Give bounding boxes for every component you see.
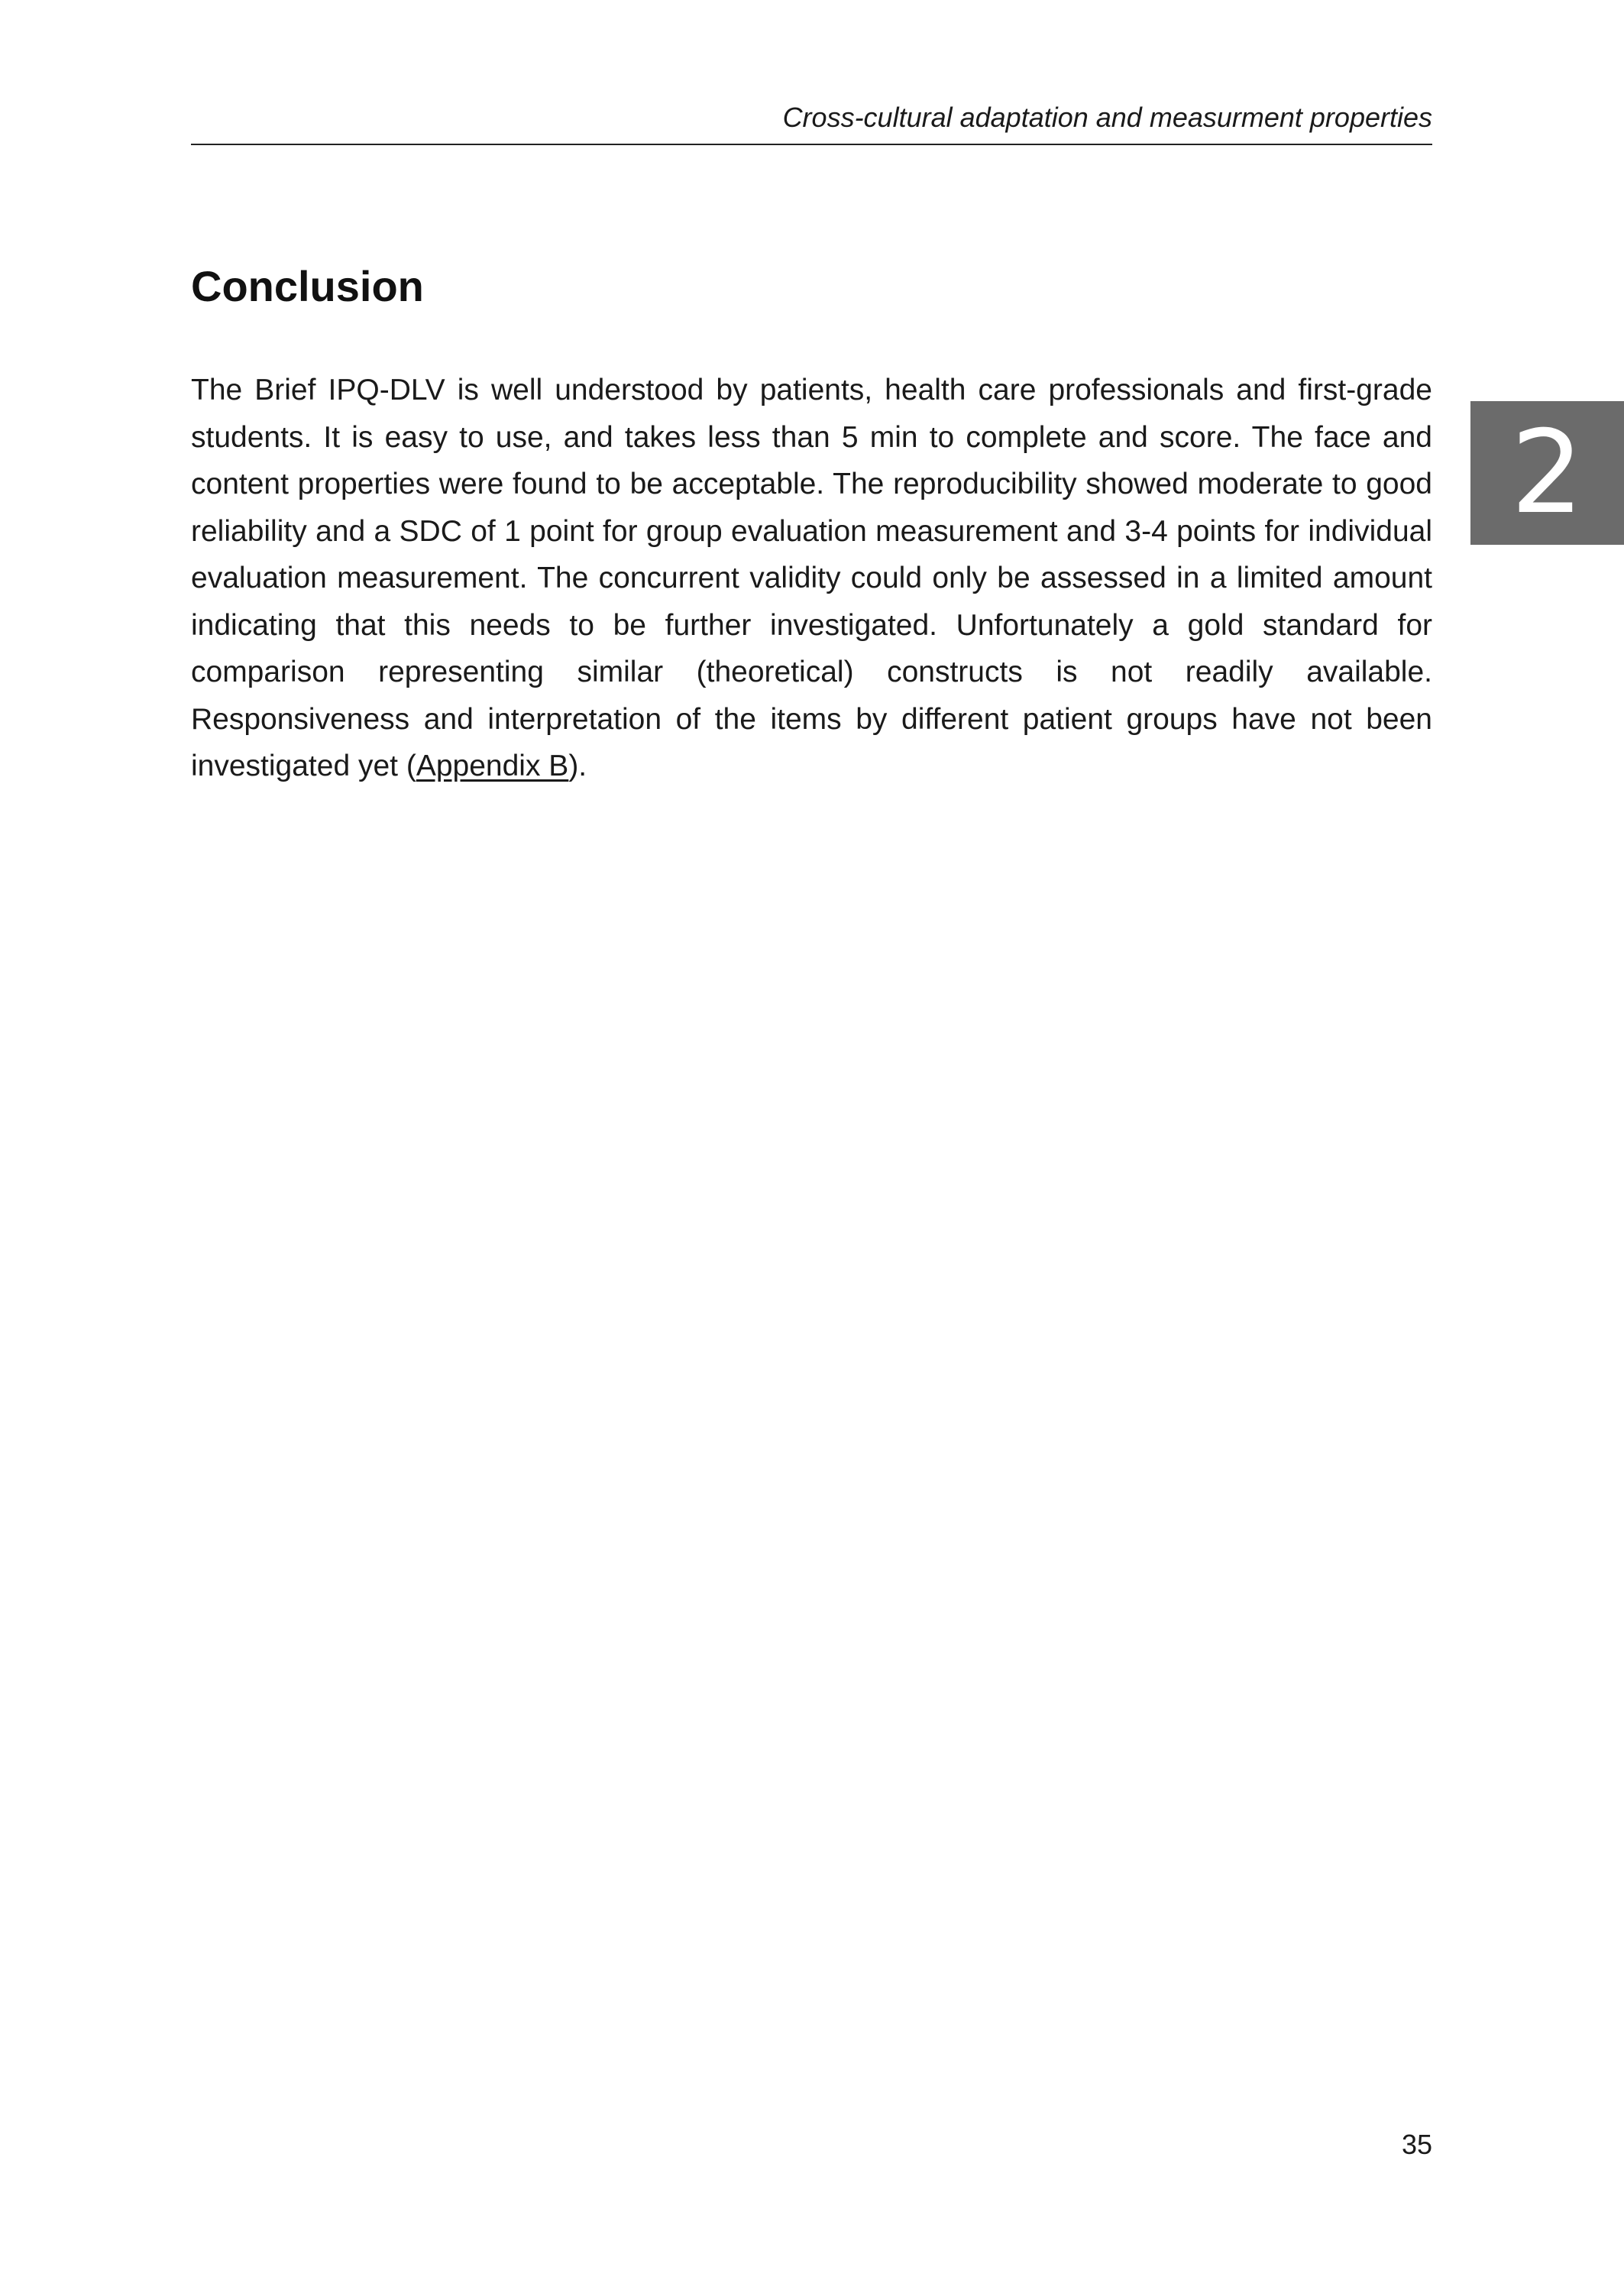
running-header: Cross-cultural adaptation and measurment properties xyxy=(782,102,1432,133)
header-divider xyxy=(191,144,1432,145)
section-heading: Conclusion xyxy=(191,262,424,310)
conclusion-paragraph xyxy=(191,367,1432,790)
chapter-number-tab: 2 xyxy=(1470,401,1624,545)
page-number: 35 xyxy=(1401,2129,1432,2160)
appendix-b-link[interactable]: Appendix B xyxy=(416,750,569,782)
paragraph-text-end: ). xyxy=(568,750,587,782)
paragraph-text: The Brief IPQ-DLV is well understood by patients, health care professionals and first-grade students. It is easy to use, and takes less than 5 min to complete and score. The face and content properties were found to be acceptable. The reproducibility showed moderate to good reliability and a SDC of 1 point for group evaluation measurement and 3-4 points for individual evaluation measurement. The concurrent validity could only be assessed in a limited amount indicating that this needs to be further investigated. Unfortunately a gold standard for comparison representing similar (theoretical) constructs is not readily available. Responsiveness and interpretation of the items by different patient groups have not been investigated yet ( xyxy=(191,374,1432,782)
